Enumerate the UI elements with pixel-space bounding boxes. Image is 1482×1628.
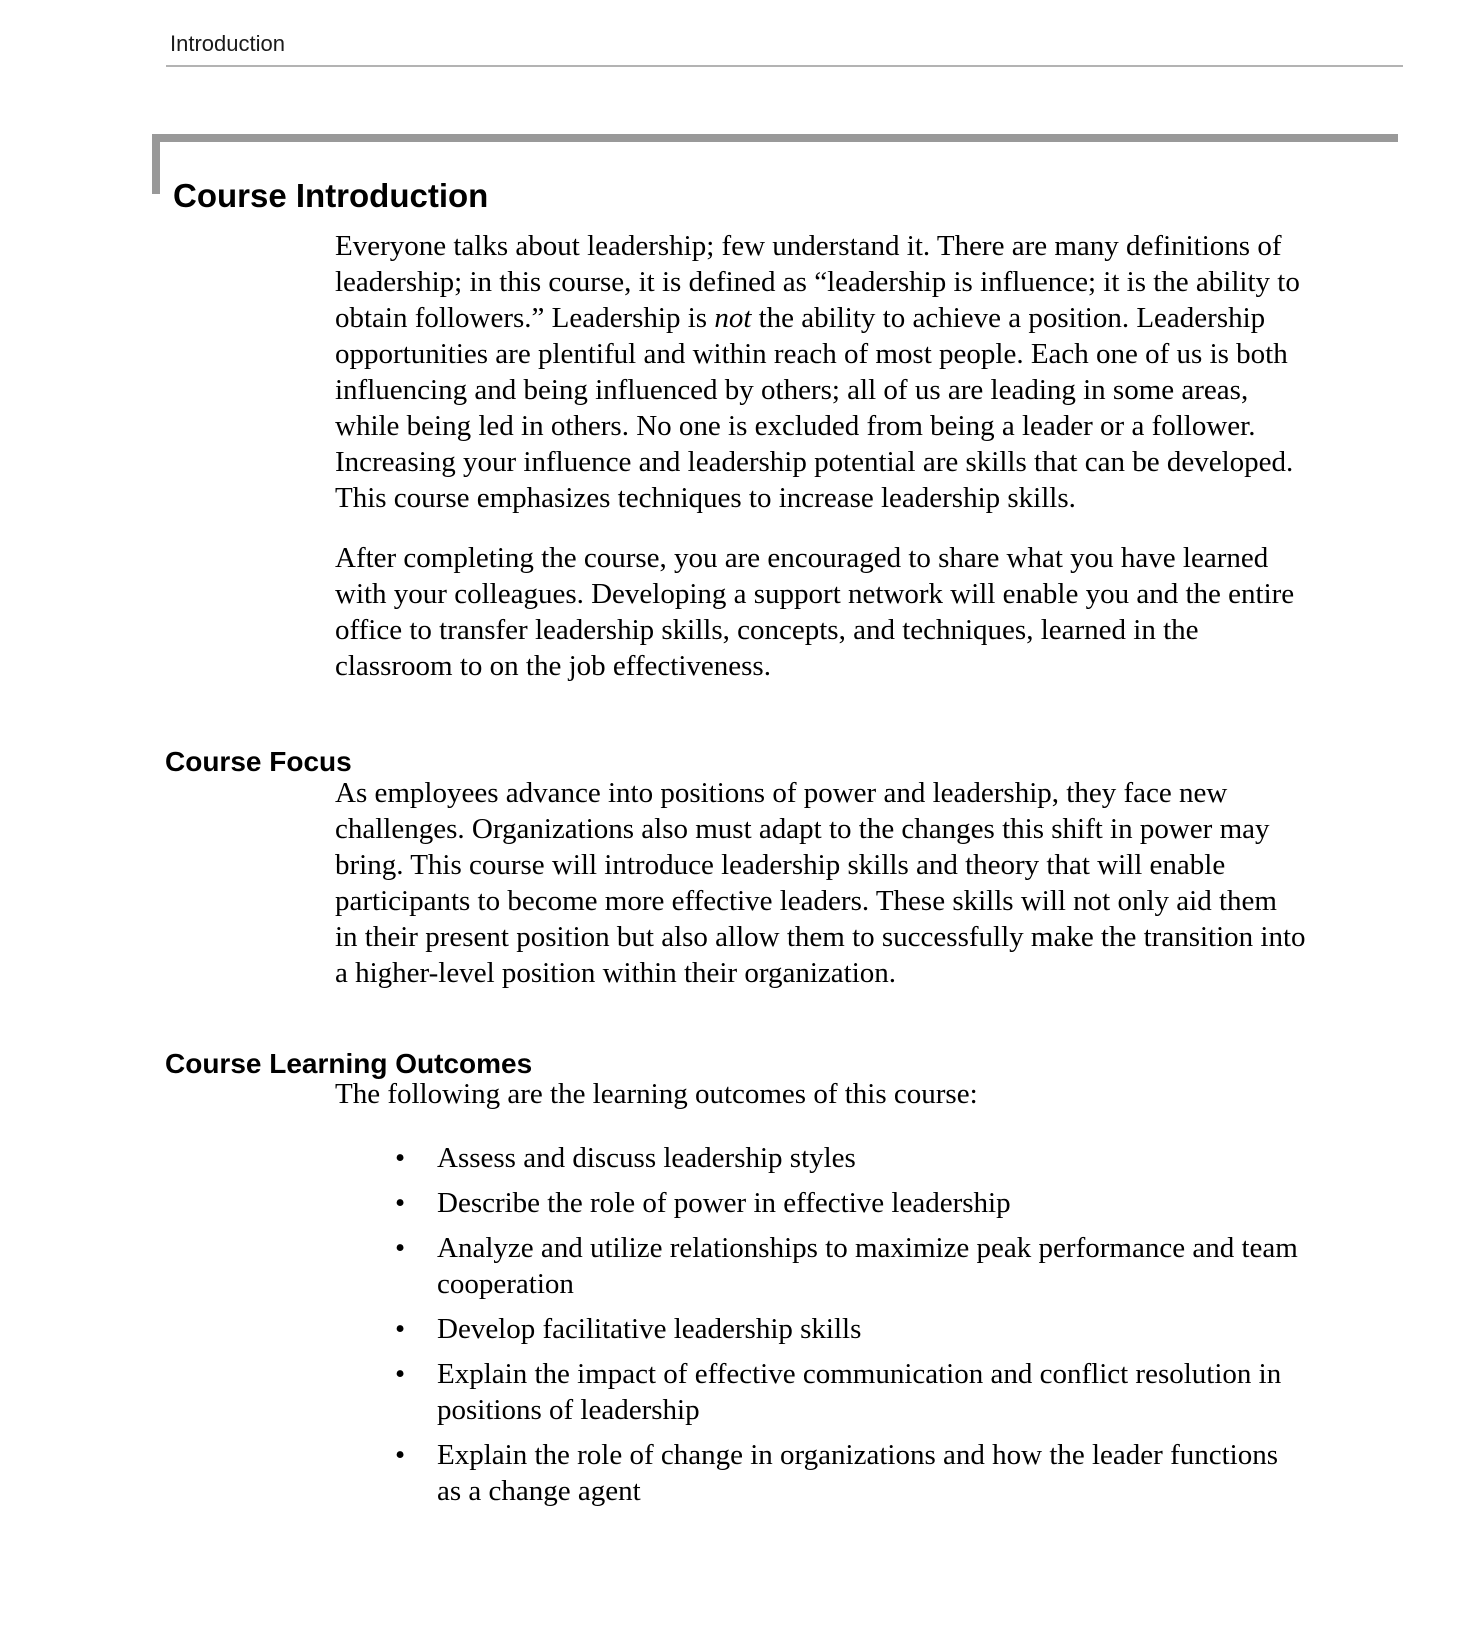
text-segment: the ability to achieve a position. Leadership <box>751 302 1266 334</box>
list-item <box>395 1185 1298 1221</box>
text-line: a higher-level position within their organization. <box>335 957 897 989</box>
text-line: This course emphasizes techniques to increase leadership skills. <box>335 482 1076 514</box>
chapter-title: Course Introduction <box>173 177 489 215</box>
text-line: opportunities are plentiful and within reach of most people. Each one of us is both <box>335 338 1288 370</box>
text-line: Increasing your influence and leadership potential are skills that can be developed. <box>335 446 1294 478</box>
bullet-icon: • <box>395 1232 406 1264</box>
list-item <box>395 1356 1298 1428</box>
outcomes-bullet-list <box>395 1140 1298 1509</box>
text-line: while being led in others. No one is excluded from being a leader or a follower. <box>335 410 1256 442</box>
italic-word: not <box>714 302 752 334</box>
paragraph-course-focus <box>335 775 1306 991</box>
text-line: As employees advance into positions of power and leadership, they face new <box>335 777 1228 809</box>
list-item <box>395 1311 1298 1347</box>
bullet-icon: • <box>395 1142 406 1174</box>
text-line: with your colleagues. Developing a support network will enable you and the entire <box>335 578 1295 610</box>
text-line: classroom to on the job effectiveness. <box>335 650 771 682</box>
text-line: Everyone talks about leadership; few understand it. There are many definitions of <box>335 230 1282 262</box>
section-heading-course-learning-outcomes: Course Learning Outcomes <box>165 1048 533 1080</box>
text-line: Analyze and utilize relationships to maximize peak performance and team <box>437 1232 1298 1264</box>
text-line: office to transfer leadership skills, concepts, and techniques, learned in the <box>335 614 1199 646</box>
chapter-accent-left-bar <box>152 134 160 194</box>
text-line: as a change agent <box>437 1475 641 1507</box>
text-line: leadership; in this course, it is defined as “leadership is influence; it is the ability to <box>335 266 1300 298</box>
running-header-text: Introduction <box>170 31 285 56</box>
text-line <box>335 300 1300 336</box>
text-segment: obtain followers.” Leadership is <box>335 302 715 334</box>
text-line: challenges. Organizations also must adapt to the changes this shift in power may <box>335 813 1270 845</box>
text-line: Assess and discuss leadership styles <box>437 1142 856 1174</box>
paragraph-course-introduction <box>335 228 1300 516</box>
bullet-icon: • <box>395 1439 406 1471</box>
text-line: in their present position but also allow them to successfully make the transition into <box>335 921 1306 953</box>
paragraph-after-completing <box>335 540 1294 684</box>
text-line: Explain the impact of effective communication and conflict resolution in <box>437 1358 1282 1390</box>
bullet-icon: • <box>395 1358 406 1390</box>
list-item <box>395 1230 1298 1302</box>
outcomes-intro-line: The following are the learning outcomes of this course: <box>335 1078 978 1110</box>
bullet-icon: • <box>395 1187 406 1219</box>
text-line: participants to become more effective leaders. These skills will not only aid them <box>335 885 1277 917</box>
text-line: After completing the course, you are encouraged to share what you have learned <box>335 542 1269 574</box>
text-line: cooperation <box>437 1268 574 1300</box>
running-header <box>166 32 1403 67</box>
text-line: positions of leadership <box>437 1394 700 1426</box>
text-line: Develop facilitative leadership skills <box>437 1313 862 1345</box>
text-line: bring. This course will introduce leadership skills and theory that will enable <box>335 849 1226 881</box>
chapter-accent-top-bar <box>152 134 1398 142</box>
text-line: Describe the role of power in effective leadership <box>437 1187 1011 1219</box>
text-line: influencing and being influenced by others; all of us are leading in some areas, <box>335 374 1249 406</box>
section-heading-course-focus: Course Focus <box>165 746 352 778</box>
list-item <box>395 1437 1298 1509</box>
list-item <box>395 1140 1298 1176</box>
bullet-icon: • <box>395 1313 406 1345</box>
text-line: Explain the role of change in organizations and how the leader functions <box>437 1439 1278 1471</box>
